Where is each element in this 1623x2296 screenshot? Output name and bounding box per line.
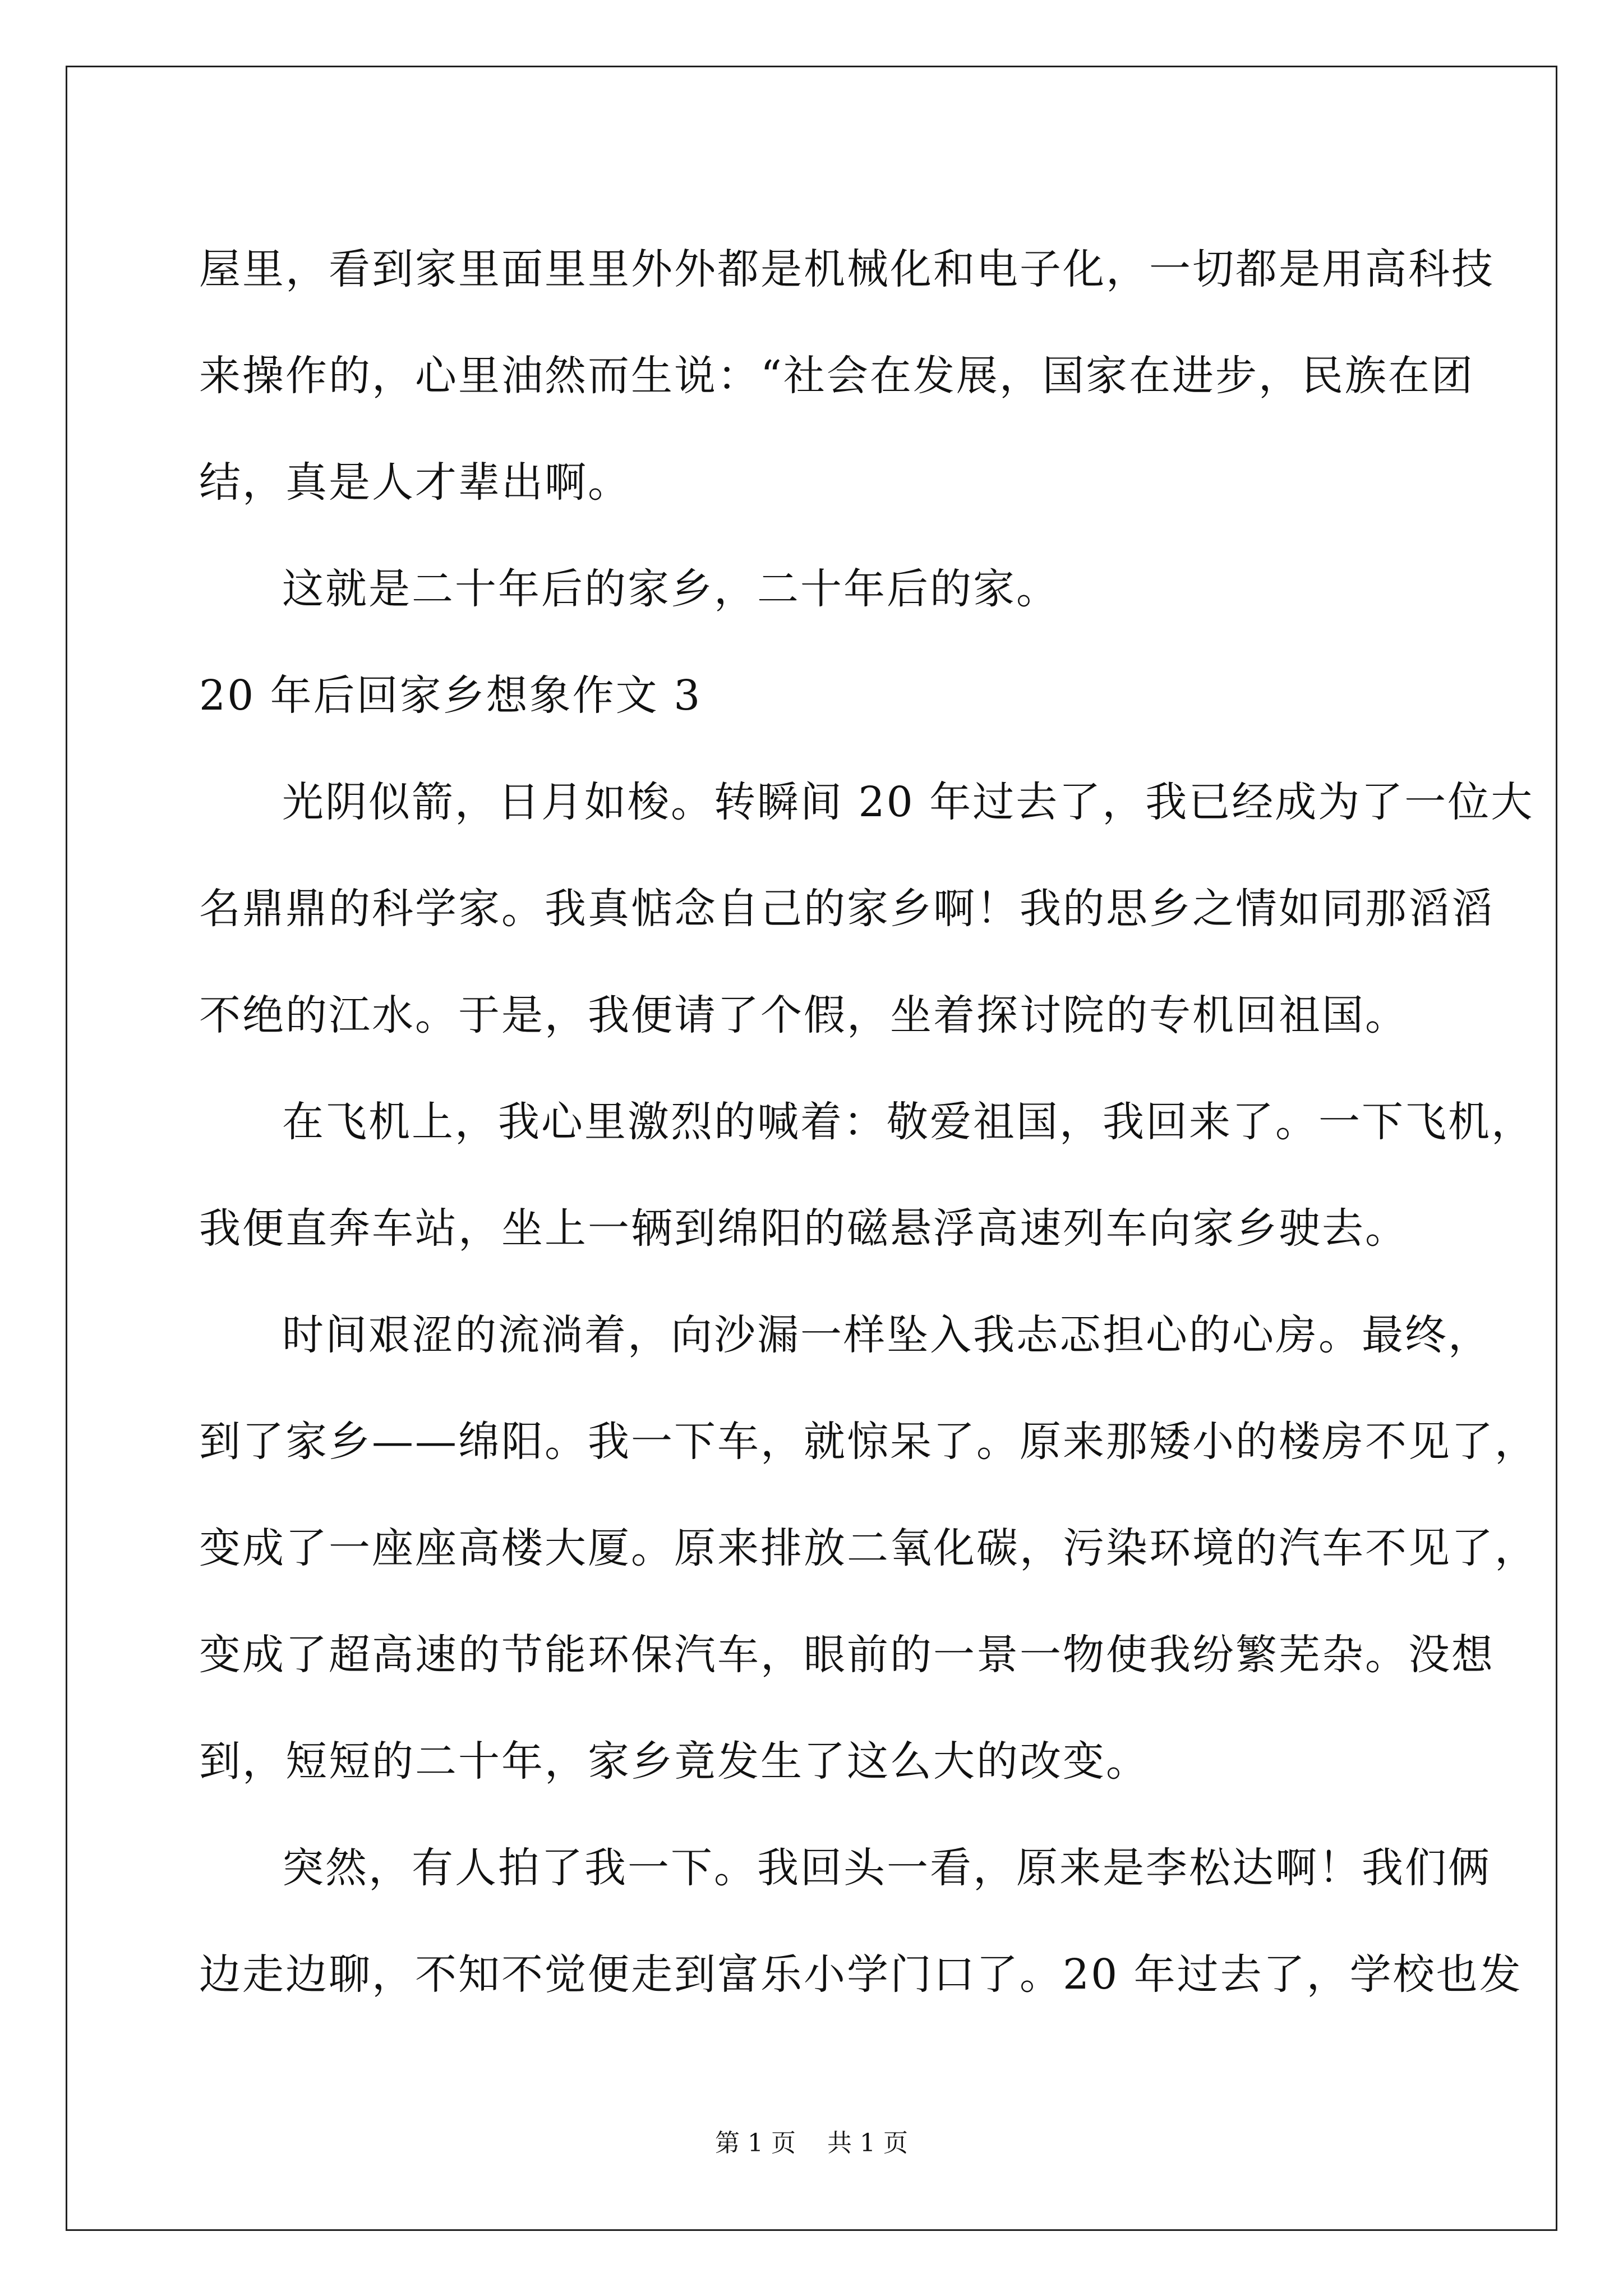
text-line: 在飞机上，我心里激烈的喊着：敬爱祖国，我回来了。一下飞机，	[282, 1098, 1534, 1146]
text-line: 结，真是人才辈出啊。	[199, 458, 631, 507]
text-line: 屋里，看到家里面里里外外都是机械化和电子化，一切都是用高科技	[199, 245, 1495, 293]
text-line: 变成了超高速的节能环保汽车，眼前的一景一物使我纷繁芜杂。没想	[199, 1631, 1495, 1679]
text-line: 来操作的，心里油然而生说：“社会在发展，国家在进步，民族在团	[199, 352, 1474, 400]
document-body	[199, 216, 1538, 2028]
text-line: 突然，有人拍了我一下。我回头一看，原来是李松达啊！我们俩	[282, 1844, 1491, 1892]
page-footer	[0, 2123, 1623, 2159]
text-line: 这就是二十年后的家乡，二十年后的家。	[282, 565, 1059, 613]
page-total: 共 1 页	[827, 2129, 908, 2157]
text-line: 我便直奔车站，坐上一辆到绵阳的磁悬浮高速列车向家乡驶去。	[199, 1204, 1408, 1253]
text-line: 名鼎鼎的科学家。我真惦念自己的家乡啊！我的思乡之情如同那滔滔	[199, 885, 1495, 933]
section-heading: 20 年后回家乡想象作文 3	[199, 671, 702, 720]
text-line: 到了家乡——绵阳。我一下车，就惊呆了。原来那矮小的楼房不见了，	[199, 1418, 1538, 1466]
text-line: 时间艰涩的流淌着，向沙漏一样坠入我忐忑担心的心房。最终，	[282, 1311, 1491, 1359]
text-line: 变成了一座座高楼大厦。原来排放二氧化碳，污染环境的汽车不见了，	[199, 1524, 1538, 1572]
text-line: 不绝的江水。于是，我便请了个假，坐着探讨院的专机回祖国。	[199, 991, 1408, 1039]
page-number: 第 1 页	[715, 2129, 796, 2157]
text-line: 光阴似箭，日月如梭。转瞬间 20 年过去了，我已经成为了一位大	[282, 778, 1534, 826]
text-line: 到，短短的二十年，家乡竟发生了这么大的改变。	[199, 1737, 1149, 1786]
text-line: 边走边聊，不知不觉便走到富乐小学门口了。20 年过去了，学校也发	[199, 1950, 1523, 1999]
